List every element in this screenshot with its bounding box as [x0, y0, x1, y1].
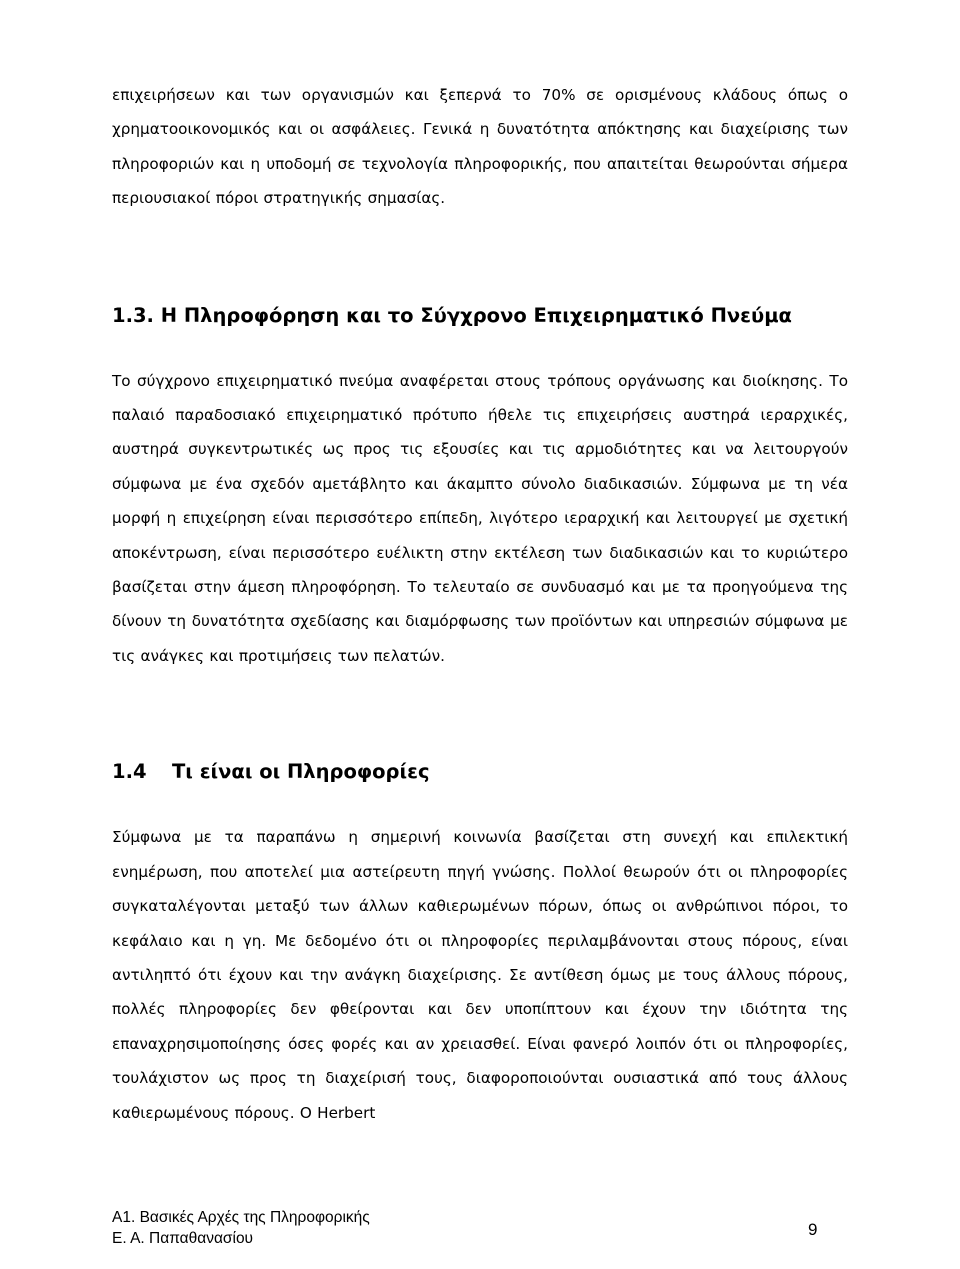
page-footer — [112, 1207, 822, 1249]
section-number: 1.4 — [112, 760, 147, 784]
section-heading-1-3: 1.3. Η Πληροφόρηση και το Σύγχρονο Επιχειρηματικό Πνεύμα — [112, 303, 792, 327]
page-number: 9 — [808, 1220, 818, 1239]
section-heading-1-4 — [112, 757, 848, 787]
intro-paragraph: επιχειρήσεων και των οργανισμών και ξεπερνά το 70% σε ορισμένους κλάδους όπως ο χρηματοοικονομικός και οι ασφάλειες. Γενικά η δυνατότητα απόκτησης και διαχείρισης των πληροφοριών και η υποδομή σε τεχνολογία πληροφορικής, που απαιτείται θεωρούνται σήμερα περιουσιακοί πόροι στρατηγικής σημασίας. — [112, 86, 848, 208]
section-title: Τι είναι οι Πληροφορίες — [172, 760, 430, 784]
section-1-3-paragraph: Το σύγχρονο επιχειρηματικό πνεύμα αναφέρεται στους τρόπους οργάνωσης και διοίκησης. Το παλαιό παραδοσιακό επιχειρηματικό πρότυπο ήθελε τις επιχειρήσεις αυστηρά ιεραρχικές, αυστηρά συγκεντρωτικές ως προς τις εξουσίες και τις αρμοδιότητες και να λειτουργούν σύμφωνα με ένα σχεδόν αμετάβλητο και άκαμπτο σύνολο διαδικασιών. Σύμφωνα με τη νέα μορφή η επιχείρηση είναι περισσότερο επίπεδη, λιγότερο ιεραρχική και λειτουργεί με σχετική αποκέντρωση, είναι περισσότερο ευέλικτη στην εκτέλεση των διαδικασιών και το κυριώτερο βασίζεται στην άμεση πληροφόρηση. Το τελευταίο σε συνδυασμό και με τα προηγούμενα της δίνουν τη δυνατότητα σχεδίασης και διαμόρφωσης των προϊόντων και υπηρεσιών σύμφωνα με τις ανάγκες και προτιμήσεις των πελατών. — [112, 371, 848, 665]
footer-course-title: Α1. Βασικές Αρχές της Πληροφορικής — [112, 1209, 370, 1226]
section-1-4-paragraph: Σύμφωνα με τα παραπάνω η σημερινή κοινωνία βασίζεται στη συνεχή και επιλεκτική ενημέρωση, που αποτελεί μια αστείρευτη πηγή γνώσης. Πολλοί θεωρούν ότι οι πληροφορίες συγκαταλέγονται μεταξύ των άλλων καθιερωμένων πόρων, όπως οι ανθρώπινοι πόροι, το κεφάλαιο και η γη. Με δεδομένο ότι οι πληροφορίες περιλαμβάνονται στους πόρους, είναι αντιληπτό ότι έχουν και την ανάγκη διαχείρισης. Σε αντίθεση όμως με τους άλλους πόρους, πολλές πληροφορίες δεν φθείρονται και δεν υποπίπτουν και έχουν την ιδιότητα της επαναχρησιμοποίησης όσες φορές και αν χρειασθεί. Είναι φανερό λοιπόν ότι οι πληροφορίες, τουλάχιστον ως προς τη διαχείρισή τους, διαφοροποιούνται ουσιαστικά από τους άλλους καθιερωμένους πόρους. Ο Herbert — [112, 828, 848, 1122]
document-body — [112, 78, 848, 1130]
footer-author: Ε. Α. Παπαθανασίου — [112, 1230, 254, 1247]
